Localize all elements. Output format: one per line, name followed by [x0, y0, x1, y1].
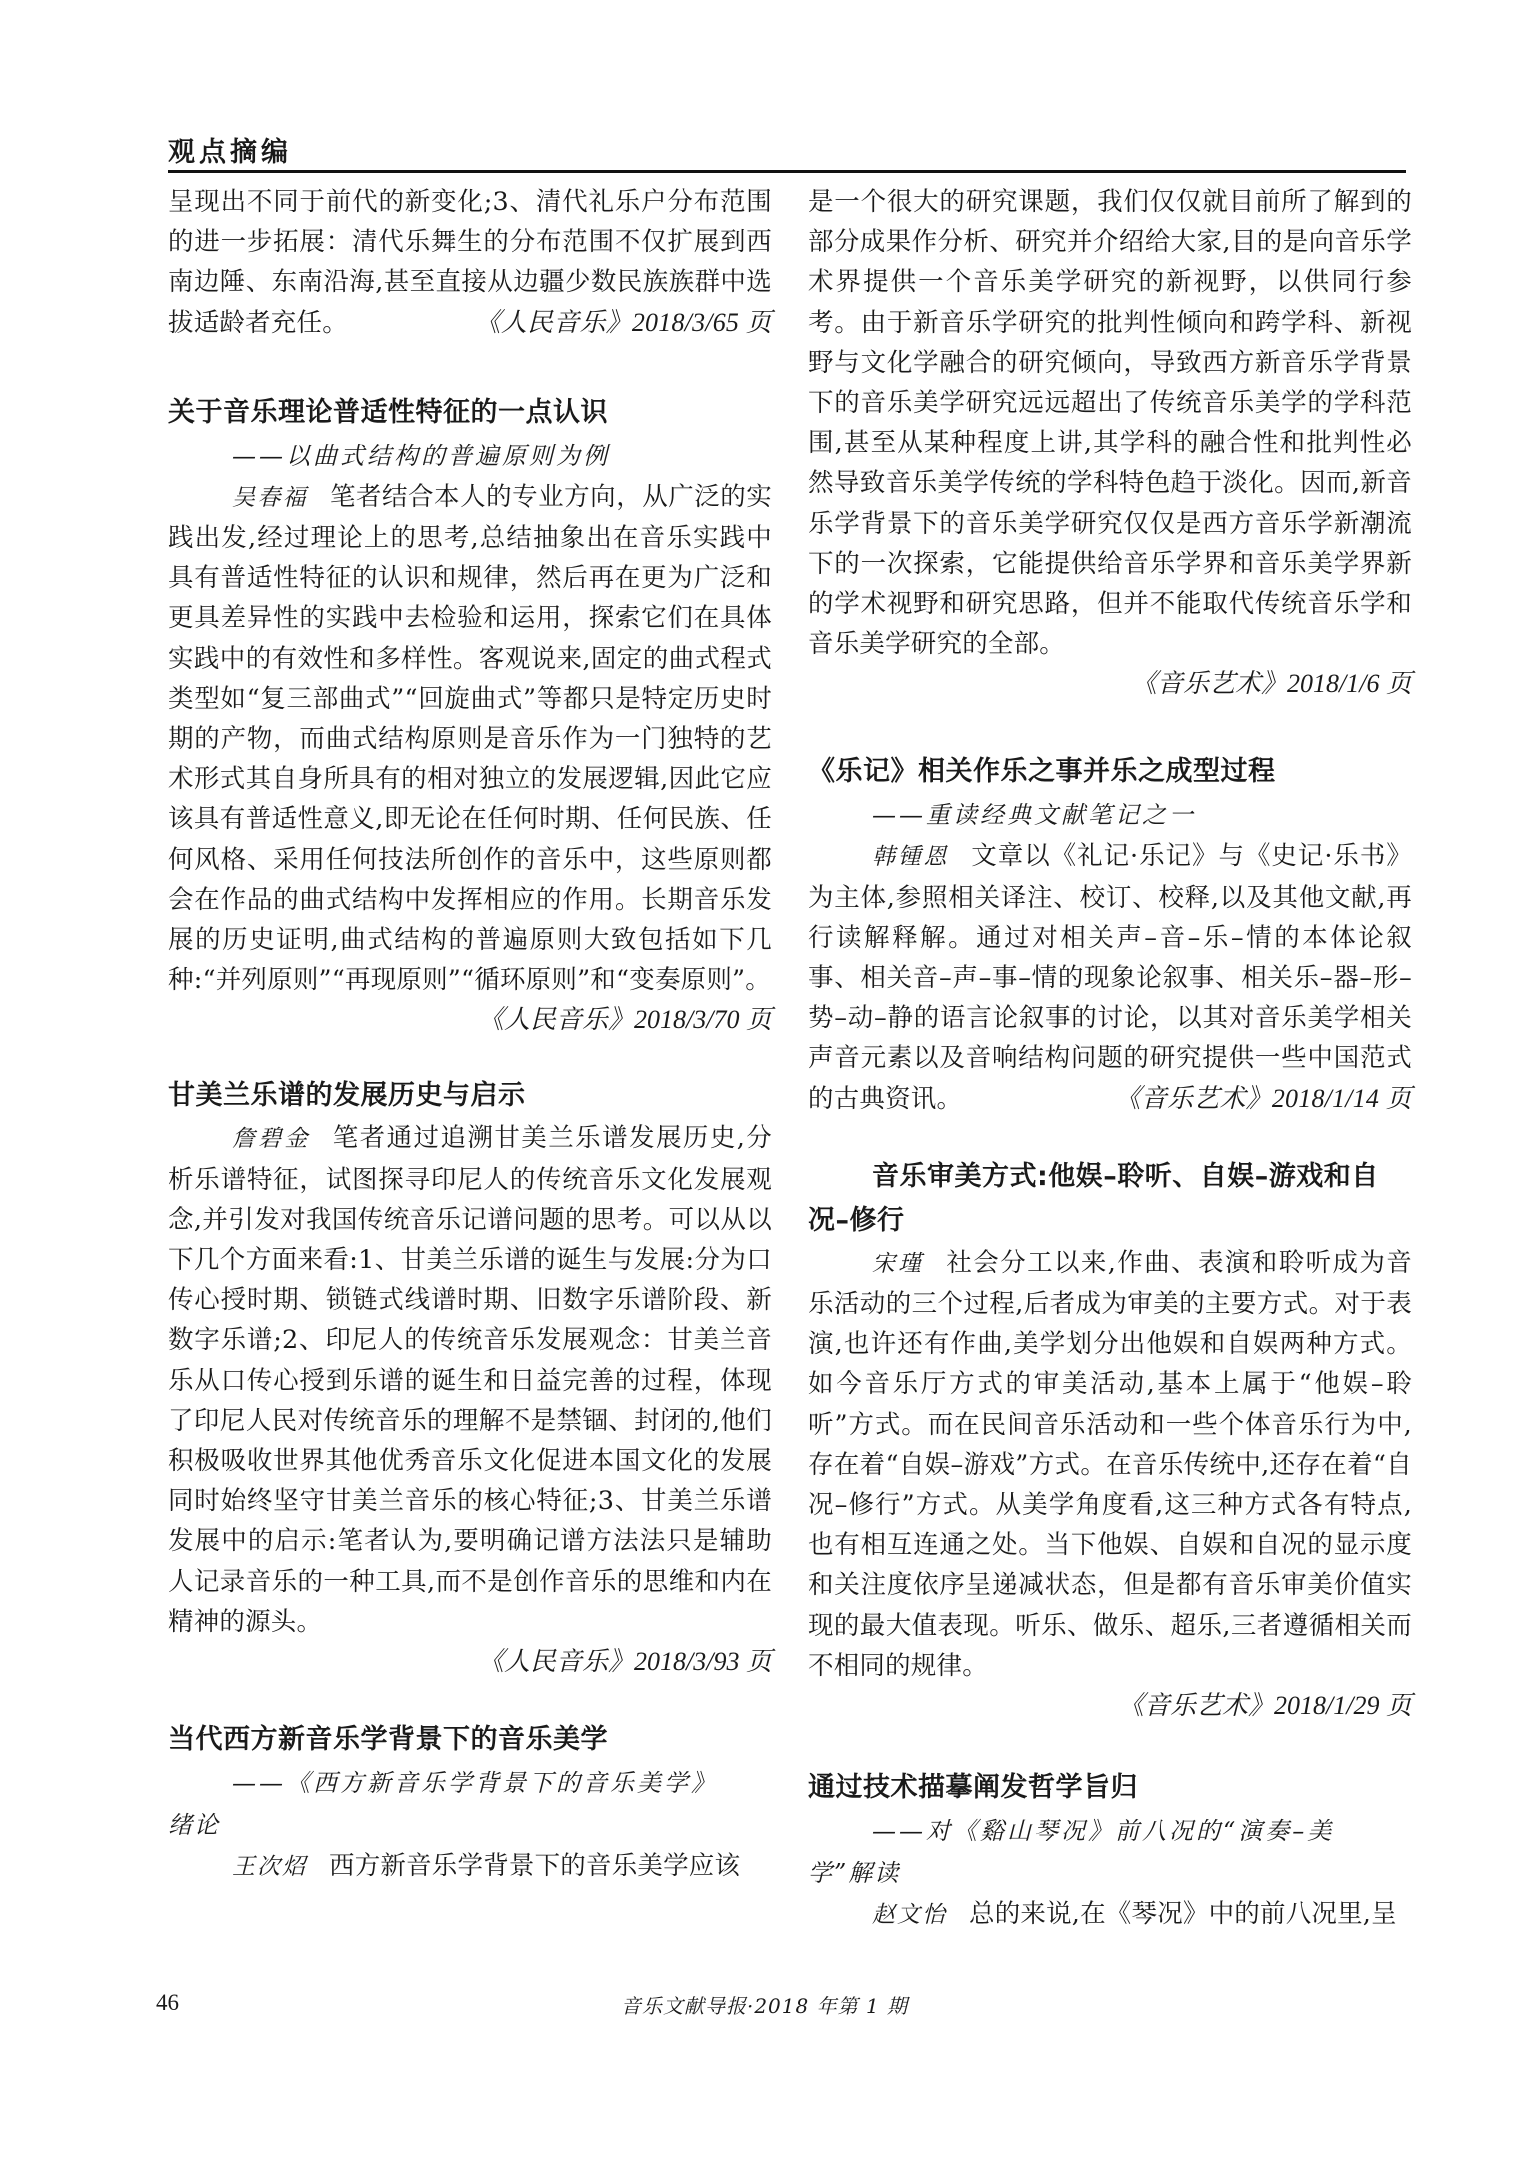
article-body [808, 836, 1412, 1118]
left-column [168, 182, 772, 1887]
author-name: 詹碧金 [232, 1126, 311, 1153]
page-number: 46 [156, 1990, 179, 2015]
source-citation: 《音乐艺术》2018/1/29 页 [1118, 1691, 1412, 1721]
body-text: 社会分工以来,作曲、表演和聆听成为音乐活动的三个过程,后者成为审美的主要方式。对于表演,也许还有作曲,美学划分出他娱和自娱两种方式。如今音乐厅方式的审美活动,基本上属于“他娱–聆听”方式。而在民间音乐活动和一些个体音乐行为中,存在着“自娱–游戏”方式。在音乐传统中,还存在着“自况–修行”方式。从美学角度看,这三种方式各有特点,也有相互连通之处。当下他娱、自娱和自况的显示度和关注度依序呈递减状态，但是都有音乐审美价值实现的最大值表现。听乐、做乐、超乐,三者遵循相关而不相同的规律。 [808, 1247, 1412, 1681]
subtitle-continuation: 学”解读 [808, 1859, 901, 1888]
article-body: 是一个很大的研究课题，我们仅仅就目前所了解到的部分成果作分析、研究并介绍给大家,目的是向音乐学术界提供一个音乐美学研究的新视野，以供同行参考。由于新音乐学研究的批判性倾向和跨学科、新视野与文化学融合的研究倾向，导致西方新音乐学背景下的音乐美学研究远远超出了传统音乐美学的学科范围,甚至从某种程度上讲,其学科的融合性和批判性必然导致音乐美学传统的学科特色趋于淡化。因而,新音乐学背景下的音乐美学研究仅仅是西方音乐学新潮流下的一次探索，它能提供给音乐学界和音乐美学界新的学术视野和研究思路，但并不能取代传统音乐学和音乐美学研究的全部。 [808, 187, 1412, 660]
body-text: 西方新音乐学背景下的音乐美学应该 [329, 1851, 741, 1882]
article-yueji [808, 750, 1412, 1118]
author-name: 韩锺恩 [872, 844, 950, 871]
source-citation: 《人民音乐》2018/3/93 页 [478, 1647, 772, 1677]
article-subtitle: ——重读经典文献笔记之一 [872, 801, 1196, 830]
right-column [808, 182, 1412, 1935]
article-title: 《乐记》相关作乐之事并乐之成型过程 [808, 756, 1276, 788]
article-subtitle [168, 1762, 772, 1846]
subtitle-continuation: 绪论 [168, 1811, 220, 1840]
subtitle-text: ——对《谿山琴况》前八况的“演奏–美 [872, 1817, 1335, 1846]
article-qinkuang [808, 1766, 1412, 1935]
article-title: 关于音乐理论普适性特征的一点认识 [168, 396, 608, 428]
continued-article-left [168, 182, 772, 343]
body-text: 文章以《礼记·乐记》与《史记·乐书》为主体,参照相关译注、校订、校释,以及其他文献,再行读解释解。通过对相关声–音–乐–情的本体论叙事、相关音–声–事–情的现象论叙事、相关乐–器–形–势–动–静的语言论叙事的讨论，以其对音乐美学相关声音元素以及音响结构问题的研究提供一些中国范式的古典资讯。 [808, 841, 1413, 1114]
author-name: 宋瑾 [872, 1250, 925, 1277]
article-music-theory [168, 391, 772, 1041]
body-text: 总的来说,在《琴况》中的前八况里,呈 [969, 1899, 1397, 1930]
article-body [168, 1118, 772, 1642]
article-body [168, 477, 772, 1001]
source-citation: 《音乐艺术》2018/1/6 页 [1131, 669, 1412, 699]
article-title: 当代西方新音乐学背景下的音乐美学 [168, 1724, 608, 1756]
article-subtitle [808, 1810, 1412, 1894]
article-title: 甘美兰乐谱的发展历史与启示 [168, 1080, 526, 1112]
source-citation: 《音乐艺术》2018/1/14 页 [1114, 1083, 1412, 1113]
article-aesthetic-modes [808, 1155, 1412, 1726]
article-body [168, 1846, 772, 1887]
running-head: 观点摘编 [168, 137, 292, 168]
source-citation: 《人民音乐》2018/3/65 页 [474, 307, 772, 337]
source-citation: 《人民音乐》2018/3/70 页 [478, 1005, 772, 1035]
body-text: 笔者通过追溯甘美兰乐谱发展历史,分析乐谱特征，试图探寻印尼人的传统音乐文化发展观念,并引发对我国传统音乐记谱问题的思考。可以从以下几个方面来看:1、甘美兰乐谱的诞生与发展:分为口传心授时期、锁链式线谱时期、旧数字乐谱阶段、新数字乐谱;2、印尼人的传统音乐发展观念：甘美兰音乐从口传心授到乐谱的诞生和日益完善的过程，体现了印尼人民对传统音乐的理解不是禁锢、封闭的,他们积极吸收世界其他优秀音乐文化促进本国文化的发展同时始终坚守甘美兰音乐的核心特征;3、甘美兰乐谱发展中的启示:笔者认为,要明确记谱方法法只是辅助人记录音乐的一种工具,而不是创作音乐的思维和内在精神的源头。 [168, 1123, 773, 1637]
subtitle-text: ——《西方新音乐学背景下的音乐美学》 [232, 1769, 718, 1798]
article-new-musicology [168, 1718, 772, 1887]
continued-article-right [808, 182, 1412, 704]
journal-footer: 音乐文献导报·2018 年第 1 期 [620, 1994, 909, 2018]
article-gamelan [168, 1074, 772, 1682]
body-text: 笔者结合本人的专业方向，从广泛的实践出发,经过理论上的思考,总结抽象出在音乐实践中具有普适性特征的认识和规律，然后再在更为广泛和更具差异性的实践中去检验和运用，探索它们在具体实践中的有效性和多样性。客观说来,固定的曲式程式类型如“复三部曲式”“回旋曲式”等都只是特定历史时期的产物，而曲式结构原则是音乐作为一门独特的艺术形式其自身所具有的相对独立的发展逻辑,因此它应该具有普适性意义,即无论在任何时期、任何民族、任何风格、采用任何技法所创作的音乐中，这些原则都会在作品的曲式结构中发挥相应的作用。长期音乐发展的历史证明,曲式结构的普遍原则大致包括如下几种:“并列原则”“再现原则”“循环原则”和“变奏原则”。 [168, 481, 773, 996]
article-body [168, 182, 772, 343]
author-name: 王次炤 [232, 1854, 307, 1881]
author-name: 赵文怡 [872, 1902, 947, 1929]
article-subtitle: ——以曲式结构的普遍原则为例 [232, 441, 610, 470]
header-rule [168, 170, 1406, 173]
article-title: 通过技术描摹阐发哲学旨归 [808, 1772, 1138, 1804]
article-title: 音乐审美方式:他娱–聆听、自娱–游戏和自况–修行 [808, 1160, 1379, 1236]
article-body [808, 1243, 1412, 1686]
article-body [808, 1894, 1412, 1935]
author-name: 吴春福 [232, 484, 308, 511]
body-text: 呈现出不同于前代的新变化;3、清代礼乐户分布范围的进一步拓展：清代乐舞生的分布范围不仅扩展到西南边陲、东南沿海,甚至直接从边疆少数民族族群中选拔适龄者充任。 [168, 187, 772, 338]
